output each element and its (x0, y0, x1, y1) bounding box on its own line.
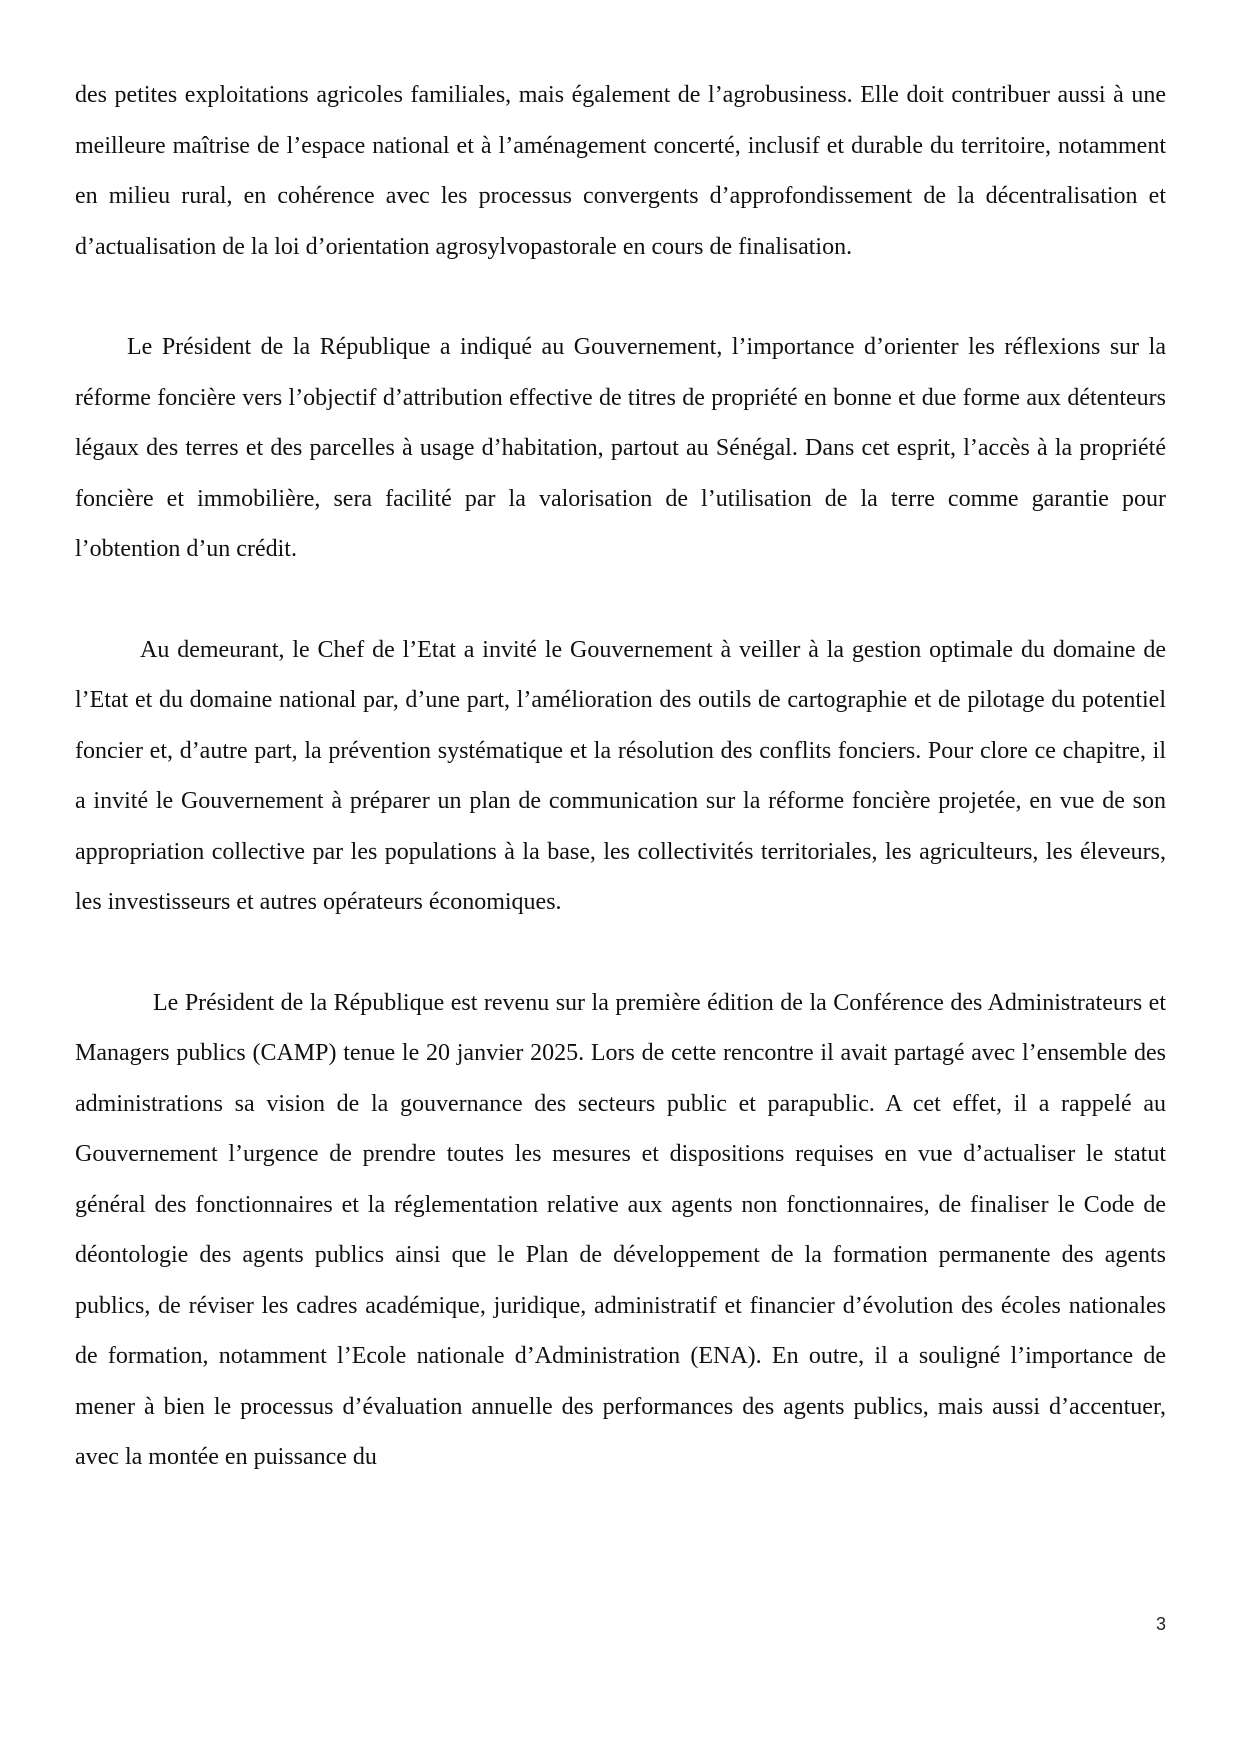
paragraph-land-titles: Le Président de la République a indiqué au Gouvernement, l’importance d’orienter les réflexions sur la réforme foncière vers l’objectif d’attribution effective de titres de propriété en bonne et due forme aux détenteurs légaux des terres et des parcelles à usage d’habitation, partout au Sénégal. Dans cet esprit, l’accès à la propriété foncière et immobilière, sera facilité par la valorisation de l’utilisation de la terre comme garantie pour l’obtention d’un crédit. (75, 334, 1166, 562)
document-body (75, 70, 1166, 1483)
paragraph-continuation: des petites exploitations agricoles familiales, mais également de l’agrobusiness. Elle doit contribuer aussi à une meilleure maîtrise de l’espace national et à l’aménagement concerté, inclusif et durable du territoire, notamment en milieu rural, en cohérence avec les processus convergents d’approfondissement de la décentralisation et d’actualisation de la loi d’orientation agrosylvopastorale en cours de finalisation. (75, 82, 1166, 260)
paragraph-camp-conference: Le Président de la République est revenu sur la première édition de la Conférence des Administrateurs et Managers publics (CAMP) tenue le 20 janvier 2025. Lors de cette rencontre il avait partagé avec l’ensemble des administrations sa vision de la gouvernance des secteurs public et parapublic. A cet effet, il a rappelé au Gouvernement l’urgence de prendre toutes les mesures et dispositions requises en vue d’actualiser le statut général des fonctionnaires et la réglementation relative aux agents non fonctionnaires, de finaliser le Code de déontologie des agents publics ainsi que le Plan de développement de la formation permanente des agents publics, de réviser les cadres académique, juridique, administratif et financier d’évolution des écoles nationales de formation, notamment l’Ecole nationale d’Administration (ENA). En outre, il a souligné l’importance de mener à bien le processus d’évaluation annuelle des performances des agents publics, mais aussi d’accentuer, avec la montée en puissance du (75, 989, 1166, 1470)
paragraph-state-domain: Au demeurant, le Chef de l’Etat a invité le Gouvernement à veiller à la gestion optimale du domaine de l’Etat et du domaine national par, d’une part, l’amélioration des outils de cartographie et de pilotage du potentiel foncier et, d’autre part, la prévention systématique et la résolution des conflits fonciers. Pour clore ce chapitre, il a invité le Gouvernement à préparer un plan de communication sur la réforme foncière projetée, en vue de son appropriation collective par les populations à la base, les collectivités territoriales, les agriculteurs, les éleveurs, les investisseurs et autres opérateurs économiques. (75, 636, 1166, 915)
page-number: 3 (1155, 1614, 1166, 1634)
